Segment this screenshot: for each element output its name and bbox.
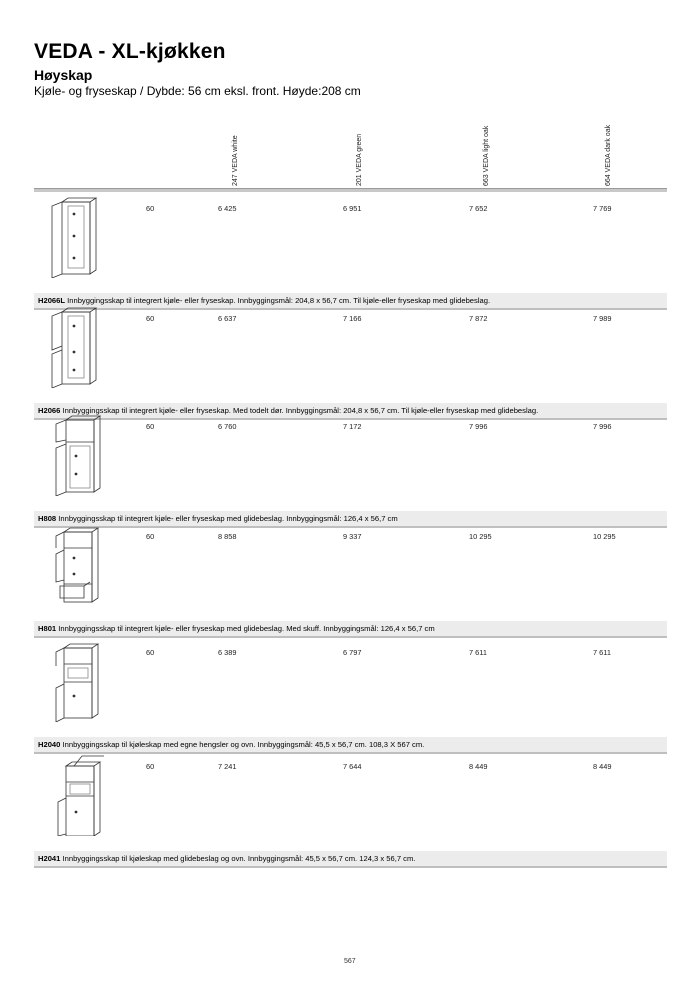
price-white: 6 760 <box>218 422 237 431</box>
product-row <box>34 192 667 310</box>
product-row <box>34 750 667 868</box>
product-text: Innbyggingsskap til integrert kjøle- eller fryseskap med glidebeslag. Innbyggingsmål: 126,4 x 56,7 cm <box>58 514 398 523</box>
price-green: 6 797 <box>343 648 362 657</box>
price-white: 8 858 <box>218 532 237 541</box>
tall-cabinet-oven-icon <box>44 638 114 722</box>
product-code: H2040 <box>38 740 61 749</box>
product-code: H801 <box>38 624 57 633</box>
product-text: Innbyggingsskap til kjøleskap med glidebeslag og ovn. Innbyggingsmål: 45,5 x 56,7 cm. 124,3 x 56,7 cm. <box>62 854 416 863</box>
price-green: 9 337 <box>343 532 362 541</box>
product-code: H2066 <box>38 406 61 415</box>
price-green: 7 166 <box>343 314 362 323</box>
page-title: VEDA - XL-kjøkken <box>34 40 226 63</box>
product-text: Innbyggingsskap til integrert kjøle- eller fryseskap. Med todelt dør. Innbyggingsmål: 204,8 x 56,7 cm. Til kjøle-eller fryseskap med glidebeslag. <box>62 406 539 415</box>
tall-cabinet-drawer-icon <box>44 522 114 606</box>
price-dark-oak: 7 611 <box>593 648 611 657</box>
product-row <box>34 410 667 528</box>
product-text: Innbyggingsskap til integrert kjøle- eller fryseskap med glidebeslag. Med skuff. Innbyggingsmål: 126,4 x 56,7 cm <box>58 624 435 633</box>
price-light-oak: 7 652 <box>469 204 488 213</box>
price-white: 7 241 <box>218 762 237 771</box>
product-text: Innbyggingsskap til kjøleskap med egne hengsler og ovn. Innbyggingsmål: 45,5 x 56,7 cm. 108,3 X 567 cm. <box>62 740 425 749</box>
price-green: 7 644 <box>343 762 362 771</box>
price-dark-oak: 7 769 <box>593 204 612 213</box>
column-header-green: 201 VEDA green <box>356 133 363 186</box>
price-light-oak: 8 449 <box>469 762 488 771</box>
price-light-oak: 7 872 <box>469 314 488 323</box>
price-green: 7 172 <box>343 422 362 431</box>
page-number: 567 <box>344 958 356 965</box>
product-description <box>34 621 667 636</box>
product-row <box>34 520 667 638</box>
product-code: H808 <box>38 514 57 523</box>
product-row <box>34 636 667 754</box>
width-value: 60 <box>146 532 155 541</box>
price-dark-oak: 7 996 <box>593 422 612 431</box>
section-subtitle: Høyskap <box>34 67 93 83</box>
tall-cabinet-open-left-icon <box>44 194 114 278</box>
tall-cabinet-oven-slide-icon <box>44 752 114 836</box>
width-value: 60 <box>146 314 155 323</box>
tall-cabinet-split-door-icon <box>44 304 114 388</box>
price-white: 6 425 <box>218 204 237 213</box>
product-description <box>34 851 667 866</box>
product-code: H2041 <box>38 854 61 863</box>
price-light-oak: 10 295 <box>469 532 492 541</box>
section-description: Kjøle- og fryseskap / Dybde: 56 cm eksl. front. Høyde:208 cm <box>34 84 361 98</box>
width-value: 60 <box>146 422 155 431</box>
tall-cabinet-fridge-icon <box>44 412 114 496</box>
price-dark-oak: 8 449 <box>593 762 612 771</box>
column-header-white: 247 VEDA white <box>232 135 239 186</box>
width-value: 60 <box>146 648 155 657</box>
price-white: 6 389 <box>218 648 237 657</box>
column-header-light-oak: 663 VEDA light oak <box>483 125 490 186</box>
column-header-dark-oak: 664 VEDA dark oak <box>605 124 612 186</box>
price-light-oak: 7 611 <box>469 648 487 657</box>
product-text: Innbyggingsskap til integrert kjøle- eller fryseskap. Innbyggingsmål: 204,8 x 56,7 cm. Til kjøle-eller fryseskap med glidebeslag. <box>67 296 491 305</box>
price-dark-oak: 7 989 <box>593 314 612 323</box>
width-value: 60 <box>146 762 155 771</box>
product-row <box>34 302 667 420</box>
price-green: 6 951 <box>343 204 362 213</box>
product-code: H2066L <box>38 296 66 305</box>
width-value: 60 <box>146 204 155 213</box>
row-divider <box>34 866 667 868</box>
price-dark-oak: 10 295 <box>593 532 616 541</box>
price-light-oak: 7 996 <box>469 422 488 431</box>
price-white: 6 637 <box>218 314 237 323</box>
